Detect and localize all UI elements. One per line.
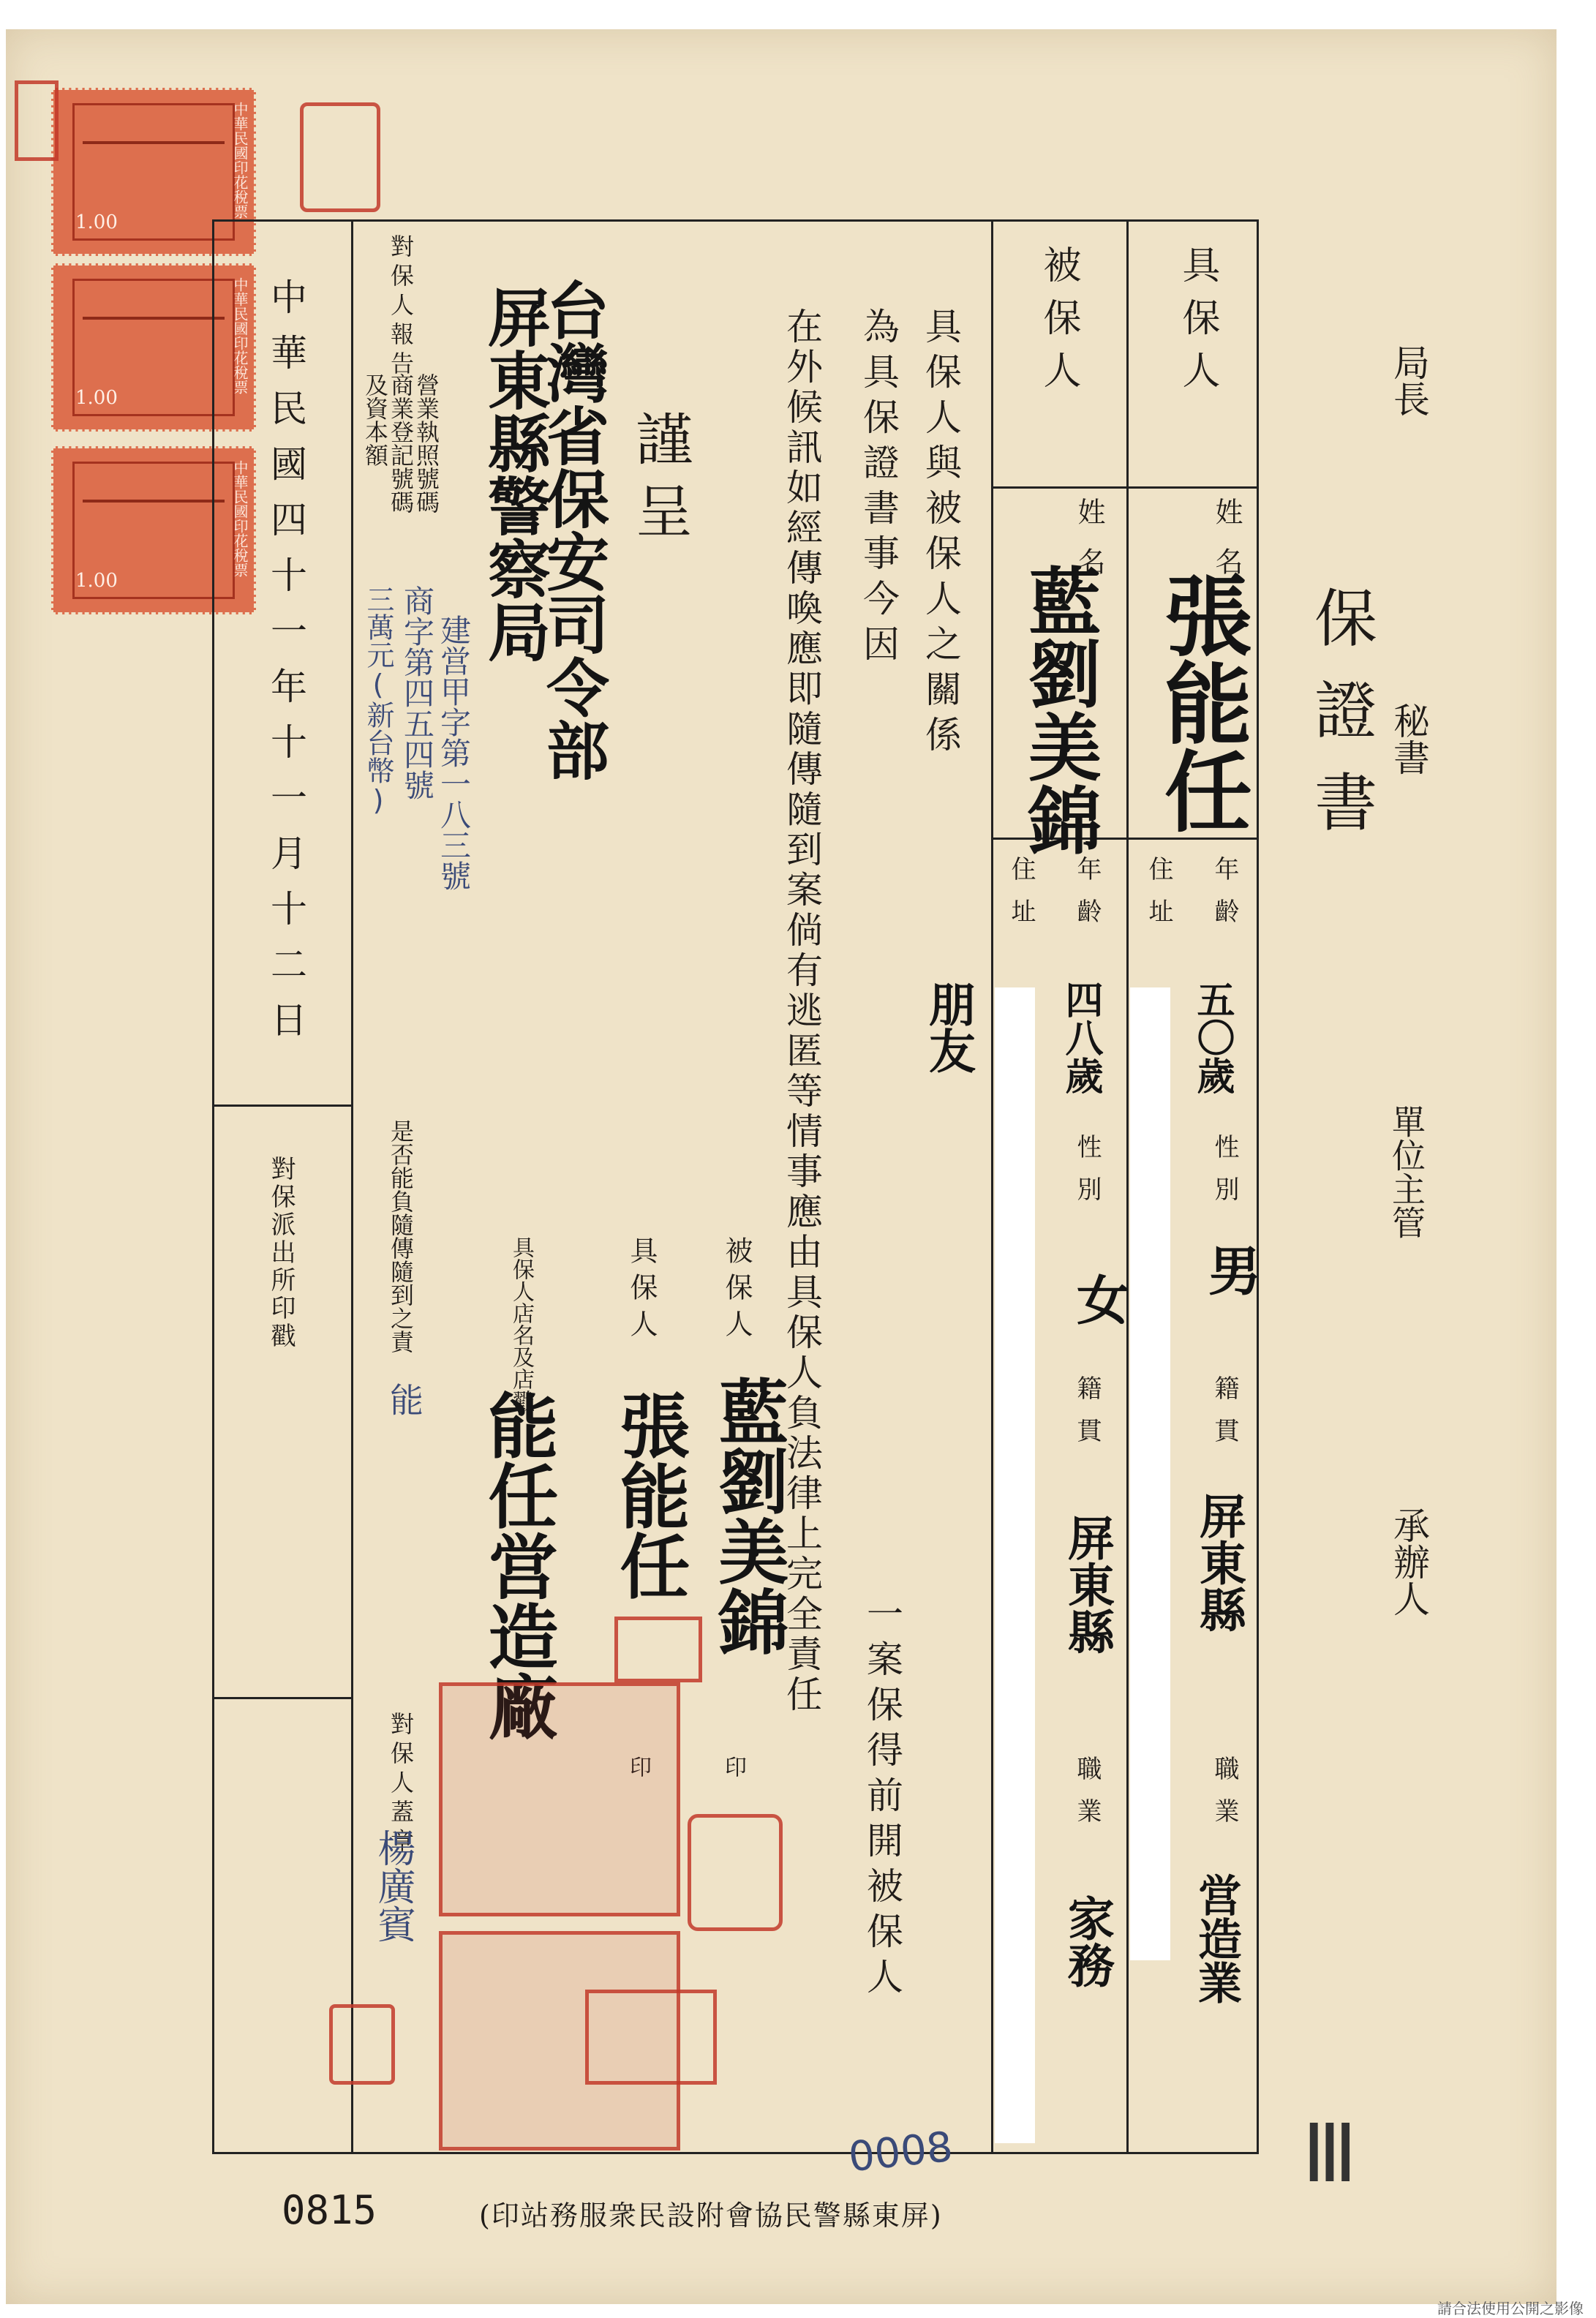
col-divider <box>991 219 993 2154</box>
redacted-address <box>995 987 1035 2143</box>
redacted-address <box>1130 987 1170 1960</box>
relation-text: 具保人與被保人之關係 <box>919 307 962 761</box>
stamp-denom: 1.00 <box>75 211 118 233</box>
guarantor-occupation: 営造業 <box>1191 1873 1242 2004</box>
document-date: 中華民國四十一年十一月十二日 <box>265 278 307 1056</box>
tax-stamp <box>51 263 256 432</box>
seal-mark: 印 <box>720 1756 746 1777</box>
guarantor-name-label: 姓名 <box>1211 497 1243 597</box>
signature-shop-name: 能任営造廠 <box>477 1390 559 1741</box>
guarantor-seal <box>614 1617 702 1682</box>
footer-printer-text: (印站務服衆民設附會協民警縣東屏) <box>479 2200 943 2232</box>
frame-bottom <box>212 2152 1258 2154</box>
approval-handler: 承辦人 <box>1388 1507 1430 1617</box>
report-seal <box>329 2004 395 2085</box>
shop-seal <box>439 1682 680 1916</box>
guaranteed-header: 被保人 <box>1036 245 1080 403</box>
serial-number: 0815 <box>282 2187 377 2233</box>
guaranteed-sex: 女 <box>1068 1273 1129 1325</box>
guarantor-origin: 屏東縣 <box>1192 1492 1246 1633</box>
report-item-2: 商業登記號碼 <box>387 373 415 513</box>
addressee-1: 台灣省保安司令部 <box>535 278 609 781</box>
signature-guaranteed-name: 藍劉美錦 <box>707 1375 789 1656</box>
guaranteed-occupation: 家務 <box>1060 1894 1114 1988</box>
stamp-top-text: 中華民國印花稅票 <box>231 460 249 577</box>
guaranteed-age: 四八歲 <box>1058 980 1102 1094</box>
body-line-3: 在外候訊如經傳喚應即隨傳隨到案倘有逃匿等情事應由具保人負法律上完全責任 <box>780 307 823 1715</box>
signature-guaranteed-label: 被保人 <box>720 1236 753 1346</box>
guaranteed-occupation-label: 職業 <box>1072 1756 1102 1840</box>
col-divider <box>351 219 353 2154</box>
guaranteed-sex-label: 性別 <box>1072 1134 1102 1219</box>
handwritten-mark-1: Ⅲ <box>1302 2107 1358 2200</box>
stamp-top-text: 中華民國印花稅票 <box>231 277 249 394</box>
report-item-1: 營業執照號碼 <box>413 373 440 513</box>
handwritten-mark-2: 0008 <box>846 2123 955 2182</box>
red-seal <box>15 80 59 161</box>
report-item-3: 及資本額 <box>361 373 389 467</box>
guaranteed-age-label: 年齡 <box>1072 856 1102 941</box>
row-divider <box>991 486 1258 489</box>
approval-chief: 局長 <box>1388 344 1430 417</box>
stamp-denom: 1.00 <box>75 570 118 592</box>
guarantor-name: 張能任 <box>1150 571 1251 834</box>
report-value-2: 商字第四五四號 <box>399 585 435 800</box>
relation-value: 朋友 <box>921 980 975 1074</box>
guarantor-sex-label: 性別 <box>1210 1134 1239 1219</box>
frame-left <box>212 219 214 2154</box>
document-title: 保證書 <box>1303 585 1377 862</box>
col-divider <box>1126 219 1129 2154</box>
signature-guarantor-name: 張能任 <box>609 1390 690 1600</box>
seal-mark: 印 <box>625 1756 651 1777</box>
guaranteed-origin: 屏東縣 <box>1060 1514 1114 1655</box>
frame-right <box>1257 219 1259 2154</box>
date-seal-note: 對保派出所印戳 <box>266 1156 296 1350</box>
red-seal <box>300 102 380 212</box>
guarantor-sex: 男 <box>1200 1243 1261 1296</box>
tax-stamp <box>51 88 256 256</box>
report-value-1: 建営甲字第一八三號 <box>436 614 472 891</box>
report-value-3: 三萬元(新台幣) <box>362 585 394 816</box>
report-capable-question: 是否能負隨傳隨到之責 <box>387 1119 415 1353</box>
addressee-2: 屏東縣警察局 <box>477 285 550 663</box>
guarantor-address-label: 住址 <box>1144 856 1173 941</box>
corner-note: 請合法使用公開之影像 <box>1437 2300 1584 2317</box>
signature-shop-label: 具保人店名及店戳 <box>508 1236 534 1412</box>
report-sign-header: 對保人蓋章 <box>387 1712 415 1858</box>
guarantor-age: 五〇歲 <box>1190 980 1234 1094</box>
shop-seal <box>439 1931 680 2150</box>
tax-stamp <box>51 446 256 614</box>
stamp-top-text: 中華民國印花稅票 <box>231 102 249 219</box>
frame-top <box>212 219 1258 222</box>
report-sign-value: 楊廣賓 <box>371 1829 415 1943</box>
row-divider <box>212 1105 353 1107</box>
row-divider <box>212 1697 353 1699</box>
report-header: 對保人報告 <box>387 234 415 380</box>
guaranteed-origin-label: 籍貫 <box>1072 1375 1102 1460</box>
body-line-2: 為具保證書事今因 <box>857 307 900 670</box>
guarantor-occupation-label: 職業 <box>1210 1756 1239 1840</box>
respectfully: 謹呈 <box>626 410 692 553</box>
approval-unit-head: 單位主管 <box>1387 1105 1426 1239</box>
guaranteed-name: 藍劉美錦 <box>1016 563 1102 856</box>
approval-secretary: 秘書 <box>1388 702 1430 775</box>
guarantor-origin-label: 籍貫 <box>1210 1375 1239 1460</box>
stamp-denom: 1.00 <box>75 387 118 409</box>
body-line-4: 一案保得前開被保人 <box>861 1595 903 2003</box>
guaranteed-name-label: 姓名 <box>1073 497 1105 597</box>
guarantor-header: 具保人 <box>1175 245 1219 403</box>
signature-guarantor-label: 具保人 <box>625 1236 658 1346</box>
guaranteed-seal <box>688 1814 783 1931</box>
guaranteed-address-label: 住址 <box>1006 856 1036 941</box>
report-capable-answer: 能 <box>385 1382 424 1416</box>
guarantor-age-label: 年齡 <box>1210 856 1239 941</box>
